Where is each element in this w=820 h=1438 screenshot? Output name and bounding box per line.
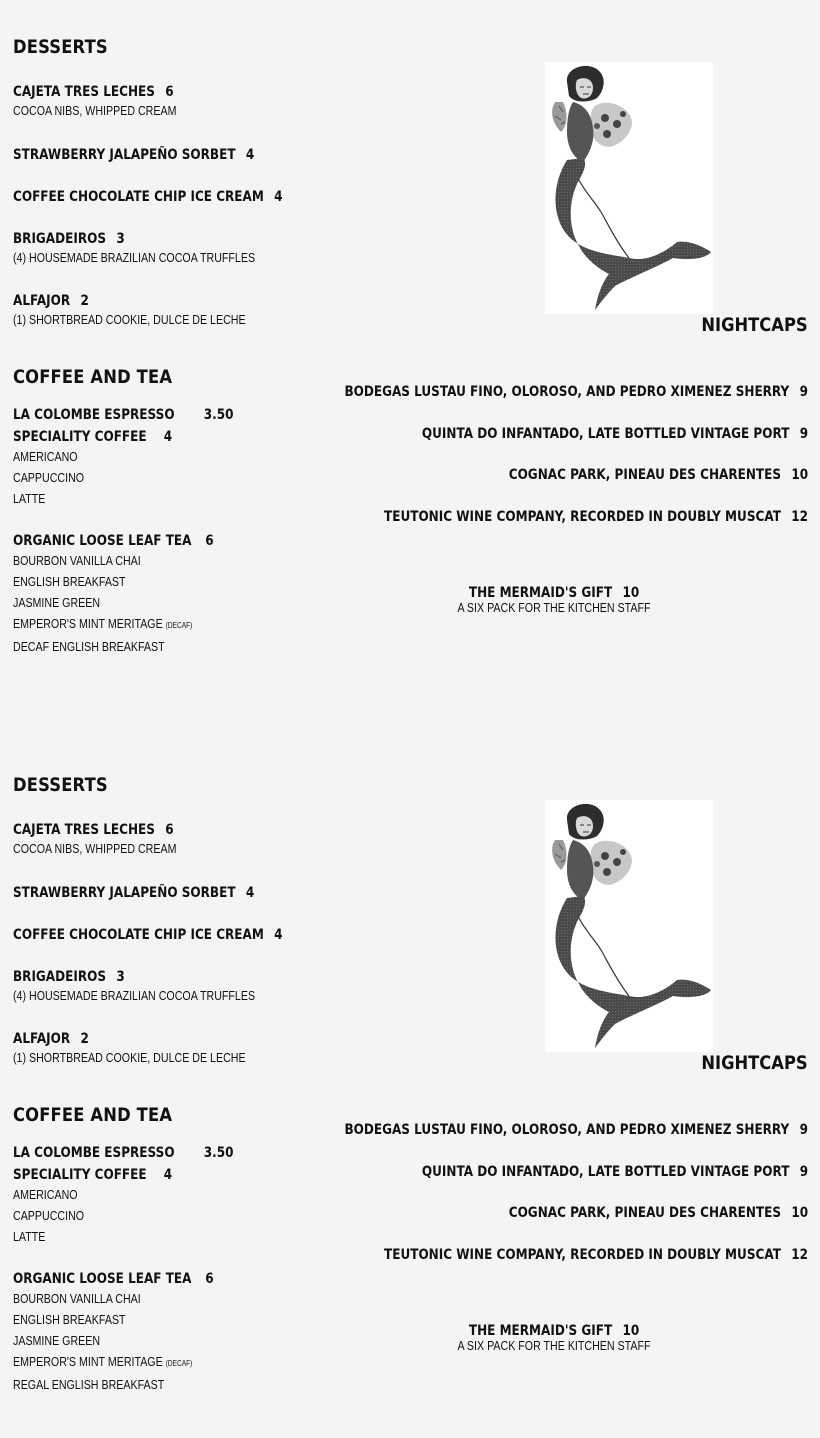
tea-item	[13, 532, 246, 657]
mermaids-gift-item	[424, 1322, 684, 1353]
item-price: 3.50	[203, 407, 234, 423]
coffee-option: LATTE	[13, 491, 46, 506]
item-price: 10	[622, 585, 640, 601]
item-description: A SIX PACK FOR THE KITCHEN STAFF	[457, 1338, 651, 1353]
item-description: (1) SHORTBREAD COOKIE, DULCE DE LECHE	[13, 1050, 246, 1065]
tea-option	[13, 613, 204, 636]
item-name: QUINTA DO INFANTADO, LATE BOTTLED VINTAGE PORT	[421, 1164, 790, 1180]
item-price: 4	[274, 189, 283, 205]
dessert-item	[13, 146, 294, 164]
item-name: COGNAC PARK, PINEAU DES CHARENTES	[508, 1205, 781, 1221]
coffee-tea-heading: COFFEE AND TEA	[13, 1104, 173, 1126]
item-price: 3	[116, 231, 125, 247]
item-price: 6	[165, 84, 174, 100]
espresso-item	[13, 1144, 269, 1162]
nightcap-item	[422, 1164, 808, 1180]
tea-option: JASMINE GREEN	[13, 595, 101, 610]
coffee-option: AMERICANO	[13, 1187, 78, 1202]
item-description: (4) HOUSEMADE BRAZILIAN COCOA TRUFFLES	[13, 988, 256, 1003]
item-price: 6	[165, 822, 174, 838]
item-price: 3.50	[203, 1145, 234, 1161]
item-name: QUINTA DO INFANTADO, LATE BOTTLED VINTAGE PORT	[421, 426, 790, 442]
tea-option: DECAF ENGLISH BREAKFAST	[13, 639, 165, 654]
item-price: 9	[799, 1164, 808, 1180]
nightcap-item	[509, 467, 808, 483]
tea-option-name: EMPEROR'S MINT MERITAGE	[13, 1354, 163, 1369]
item-price: 6	[205, 1271, 214, 1287]
item-name: BRIGADEIROS	[13, 969, 107, 985]
tea-option	[13, 1351, 204, 1374]
decaf-note: (DECAF)	[165, 621, 193, 630]
dessert-item	[13, 926, 326, 944]
coffee-option: LATTE	[13, 1229, 46, 1244]
item-price: 6	[205, 533, 214, 549]
item-name: TEUTONIC WINE COMPANY, RECORDED IN DOUBLY MUSCAT	[384, 509, 781, 525]
item-name: THE MERMAID'S GIFT	[468, 585, 613, 601]
mermaid-icon	[545, 62, 713, 314]
item-description: A SIX PACK FOR THE KITCHEN STAFF	[457, 600, 651, 615]
dessert-item	[13, 968, 308, 1006]
nightcaps-heading: NIGHTCAPS	[701, 1052, 808, 1074]
item-name: BODEGAS LUSTAU FINO, OLOROSO, AND PEDRO XIMENEZ SHERRY	[344, 1122, 790, 1138]
tea-option: ENGLISH BREAKFAST	[13, 574, 126, 589]
desserts-heading: DESSERTS	[13, 774, 108, 796]
item-name: CAJETA TRES LECHES	[13, 822, 155, 838]
item-price: 9	[799, 384, 808, 400]
nightcap-item	[344, 384, 808, 400]
dessert-item	[13, 821, 212, 859]
menu-panel-2	[0, 738, 820, 1438]
tea-option-name: EMPEROR'S MINT MERITAGE	[13, 616, 163, 631]
item-price: 4	[163, 429, 173, 445]
speciality-coffee-item	[13, 1166, 198, 1247]
item-price: 4	[163, 1167, 173, 1183]
mermaids-gift-item	[424, 584, 684, 615]
item-name: ALFAJOR	[13, 293, 71, 309]
dessert-item	[13, 188, 326, 206]
nightcaps-heading: NIGHTCAPS	[701, 314, 808, 336]
item-price: 2	[80, 1031, 89, 1047]
item-name: ORGANIC LOOSE LEAF TEA	[13, 533, 192, 549]
item-price: 9	[799, 426, 808, 442]
item-name: BRIGADEIROS	[13, 231, 107, 247]
item-name: TEUTONIC WINE COMPANY, RECORDED IN DOUBLY MUSCAT	[384, 1247, 781, 1263]
item-name: STRAWBERRY JALAPEÑO SORBET	[13, 885, 236, 901]
nightcap-item	[344, 1122, 808, 1138]
coffee-option: CAPPUCCINO	[13, 1208, 85, 1223]
item-name: COFFEE CHOCOLATE CHIP ICE CREAM	[13, 927, 264, 943]
tea-option: BOURBON VANILLA CHAI	[13, 553, 141, 568]
nightcap-item	[422, 426, 808, 442]
item-name: STRAWBERRY JALAPEÑO SORBET	[13, 147, 236, 163]
item-name: ALFAJOR	[13, 1031, 71, 1047]
nightcap-item	[509, 1205, 808, 1221]
item-description: COCOA NIBS, WHIPPED CREAM	[13, 841, 177, 856]
decaf-note: (DECAF)	[165, 1359, 193, 1368]
tea-item	[13, 1270, 246, 1395]
item-name: COFFEE CHOCOLATE CHIP ICE CREAM	[13, 189, 264, 205]
nightcap-item	[384, 509, 808, 525]
item-name: CAJETA TRES LECHES	[13, 84, 155, 100]
item-price: 12	[791, 1247, 808, 1263]
item-name: LA COLOMBE ESPRESSO	[13, 407, 175, 423]
item-name: COGNAC PARK, PINEAU DES CHARENTES	[508, 467, 781, 483]
item-price: 3	[116, 969, 125, 985]
tea-option: BOURBON VANILLA CHAI	[13, 1291, 141, 1306]
item-description: (4) HOUSEMADE BRAZILIAN COCOA TRUFFLES	[13, 250, 256, 265]
item-price: 4	[245, 885, 255, 901]
coffee-option: CAPPUCCINO	[13, 470, 85, 485]
dessert-item	[13, 230, 308, 268]
mermaid-illustration	[545, 800, 713, 1052]
speciality-coffee-item	[13, 428, 198, 509]
tea-option: REGAL ENGLISH BREAKFAST	[13, 1377, 165, 1392]
item-price: 10	[622, 1323, 640, 1339]
item-price: 2	[80, 293, 89, 309]
tea-option: JASMINE GREEN	[13, 1333, 101, 1348]
item-price: 12	[791, 509, 808, 525]
item-description: COCOA NIBS, WHIPPED CREAM	[13, 103, 177, 118]
dessert-item	[13, 292, 297, 330]
coffee-option: AMERICANO	[13, 449, 78, 464]
menu-panel-1	[0, 0, 820, 700]
item-name: BODEGAS LUSTAU FINO, OLOROSO, AND PEDRO XIMENEZ SHERRY	[344, 384, 790, 400]
item-name: ORGANIC LOOSE LEAF TEA	[13, 1271, 192, 1287]
item-price: 4	[245, 147, 255, 163]
item-price: 10	[791, 1205, 808, 1221]
espresso-item	[13, 406, 269, 424]
item-price: 4	[274, 927, 283, 943]
item-name: THE MERMAID'S GIFT	[468, 1323, 613, 1339]
mermaid-illustration	[545, 62, 713, 314]
dessert-item	[13, 83, 212, 121]
item-price: 9	[799, 1122, 808, 1138]
coffee-tea-heading: COFFEE AND TEA	[13, 366, 173, 388]
item-name: LA COLOMBE ESPRESSO	[13, 1145, 175, 1161]
mermaid-icon	[545, 800, 713, 1052]
item-price: 10	[791, 467, 808, 483]
item-name: SPECIALITY COFFEE	[13, 1167, 147, 1183]
nightcap-item	[384, 1247, 808, 1263]
item-description: (1) SHORTBREAD COOKIE, DULCE DE LECHE	[13, 312, 246, 327]
item-name: SPECIALITY COFFEE	[13, 429, 147, 445]
dessert-item	[13, 884, 294, 902]
tea-option: ENGLISH BREAKFAST	[13, 1312, 126, 1327]
desserts-heading: DESSERTS	[13, 36, 108, 58]
dessert-item	[13, 1030, 297, 1068]
